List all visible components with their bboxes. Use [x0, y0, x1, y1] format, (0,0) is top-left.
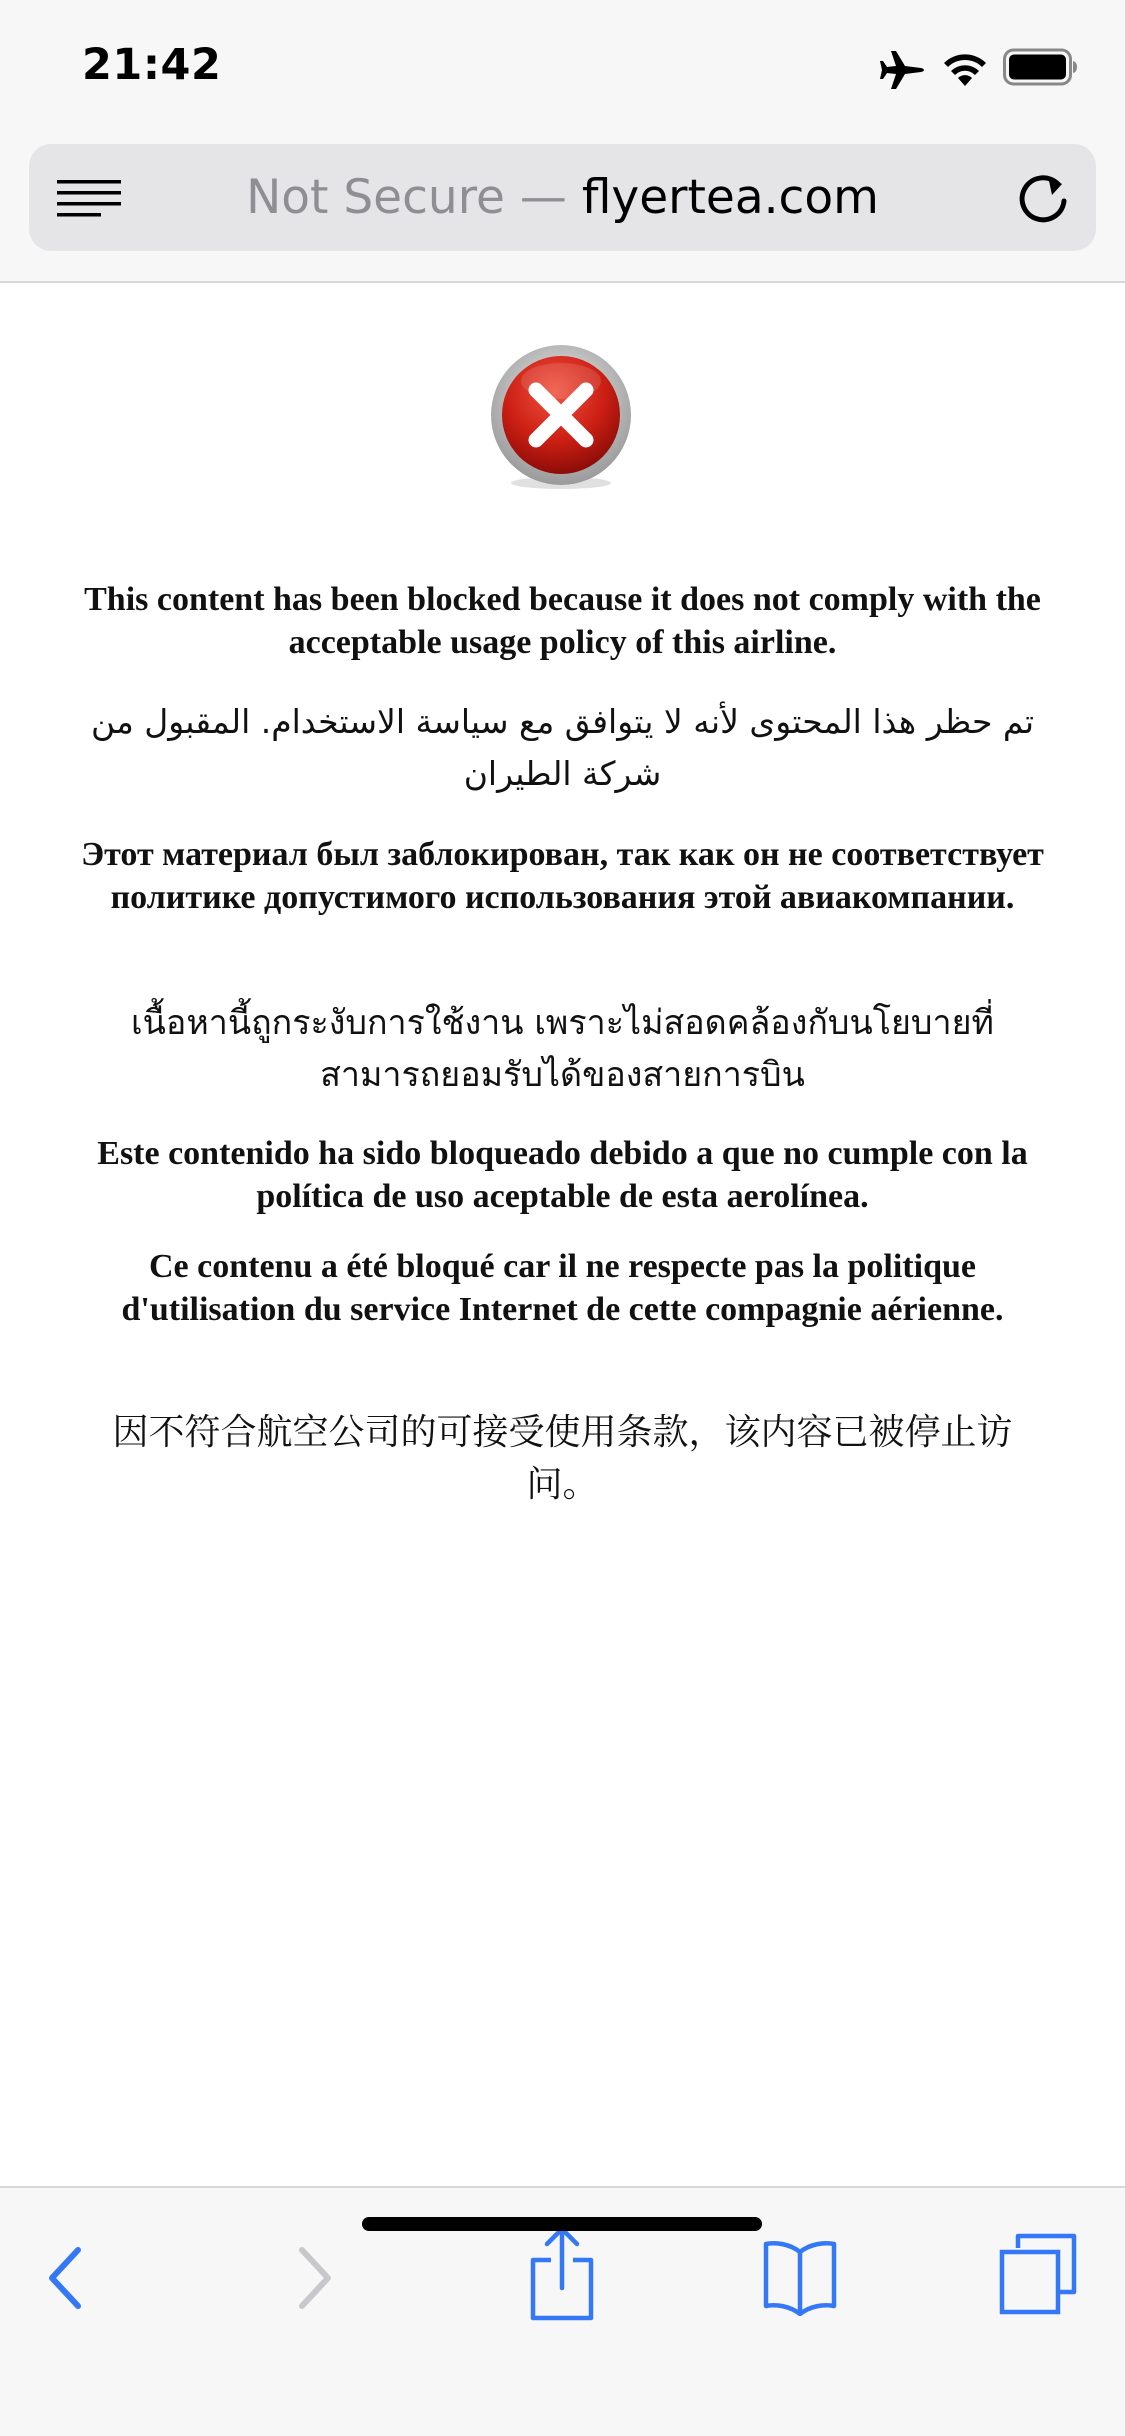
page-content: [0, 285, 1125, 2185]
share-button[interactable]: [527, 2226, 597, 2322]
battery-icon: [1003, 48, 1079, 86]
url-text[interactable]: [139, 168, 986, 228]
blocked-message-en: This content has been blocked because it does not comply with the acceptable usage policy of this airline.: [84, 581, 1041, 661]
reload-icon[interactable]: [1014, 170, 1072, 228]
status-bar: [0, 0, 1125, 140]
not-secure-label: Not Secure —: [246, 170, 582, 225]
reader-icon[interactable]: [57, 178, 121, 222]
tabs-icon: [998, 2232, 1078, 2316]
blocked-x-icon: [487, 345, 635, 493]
forward-button[interactable]: [290, 2238, 340, 2318]
status-icons: [879, 48, 1079, 92]
blocked-message-es: Este contenido ha sido bloqueado debido a que no cumple con la política de uso aceptable de esta aerolínea.: [97, 1135, 1028, 1215]
home-indicator[interactable]: [362, 2217, 762, 2231]
status-time: 21:42: [82, 40, 222, 90]
back-icon: [40, 2238, 90, 2318]
blocked-message-ru: Этот материал был заблокирован, так как он не соответствует политике допустимого использования этой авиакомпании.: [81, 836, 1044, 916]
address-bar[interactable]: [29, 144, 1096, 251]
tabs-button[interactable]: [998, 2232, 1078, 2316]
bookmarks-icon: [762, 2236, 838, 2316]
blocked-message-zh: 因不符合航空公司的可接受使用条款，该内容已被停止访问。: [112, 1412, 1013, 1505]
back-button[interactable]: [40, 2238, 90, 2318]
url-domain: flyertea.com: [581, 170, 879, 225]
bookmarks-button[interactable]: [762, 2236, 838, 2316]
airplane-icon: [879, 48, 925, 92]
blocked-message-th: เนื้อหานี้ถูกระงับการใช้งาน เพราะไม่สอดคล้องกับนโยบายที่สามารถยอมรับได้ของสายการบิน: [131, 1003, 994, 1095]
browser-address-area: [0, 140, 1125, 283]
blocked-message-fr: Ce contenu a été bloqué car il ne respecte pas la politique d'utilisation du service Internet de cette compagnie aérienne.: [121, 1248, 1004, 1328]
blocked-message-ar: تم حظر هذا المحتوى لأنه لا يتوافق مع سياسة الاستخدام. المقبول من شركة الطيران: [90, 702, 1035, 793]
wifi-icon: [943, 48, 987, 88]
forward-icon: [290, 2238, 340, 2318]
share-icon: [527, 2226, 597, 2322]
